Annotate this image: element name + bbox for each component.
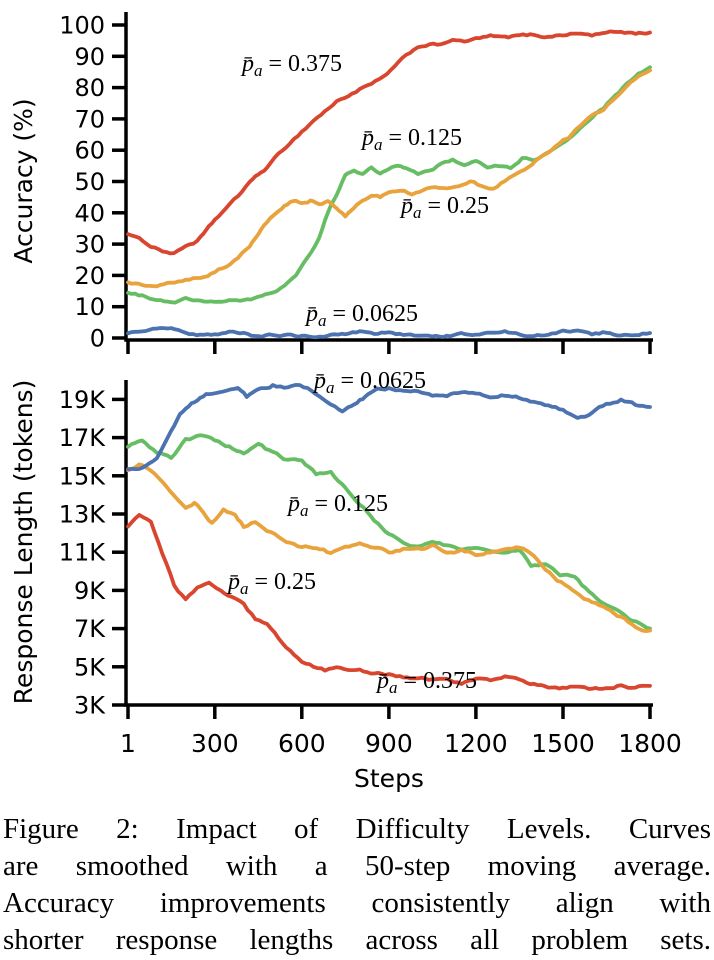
series-label-pa-0375: $p̄_a = 0.375$ bbox=[376, 668, 478, 697]
y-tick-label: 100 bbox=[59, 11, 105, 40]
accuracy-series-labels bbox=[240, 51, 489, 330]
x-tick-label: 1 bbox=[120, 729, 136, 758]
y-tick-label: 15K bbox=[58, 462, 105, 491]
response-length-chart bbox=[9, 368, 682, 793]
y-tick-label: 0 bbox=[89, 324, 105, 353]
y-tick-label: 90 bbox=[74, 42, 105, 71]
y-tick-label: 11K bbox=[58, 538, 105, 567]
series-label-pa-0125: $p̄_a = 0.125$ bbox=[361, 125, 463, 154]
series-label-pa-00625: $p̄_a = 0.0625$ bbox=[305, 301, 419, 330]
series-label-pa-0375: $p̄_a = 0.375$ bbox=[241, 51, 343, 80]
series-label-pa-025: $p̄_a = 0.25$ bbox=[227, 569, 317, 598]
y-tick-label: 5K bbox=[73, 653, 105, 682]
x-tick-label: 300 bbox=[190, 729, 239, 758]
x-tick-label: 1200 bbox=[444, 729, 508, 758]
y-tick-label: 7K bbox=[73, 615, 105, 644]
caption-line-2: are smoothed with a 50-step moving average. bbox=[3, 850, 711, 882]
y-tick-label: 19K bbox=[58, 385, 105, 414]
accuracy-axes-spine bbox=[126, 12, 653, 340]
y-tick-label: 3K bbox=[73, 691, 105, 720]
curve-pa-00625 bbox=[128, 328, 650, 337]
y-tick-label: 9K bbox=[73, 576, 105, 605]
caption-line-1: Figure 2: Impact of Difficulty Levels. Curves bbox=[3, 813, 711, 845]
response-length-series-labels bbox=[226, 368, 477, 697]
y-tick-label: 20 bbox=[74, 261, 105, 290]
x-tick-label: 900 bbox=[365, 729, 413, 758]
y-tick-label: 60 bbox=[74, 136, 105, 165]
y-tick-label: 10 bbox=[74, 293, 105, 322]
response-length-y-axis-title: Response Length (tokens) bbox=[9, 379, 38, 705]
accuracy-chart bbox=[9, 12, 653, 355]
figure-caption bbox=[0, 811, 714, 959]
y-tick-label: 70 bbox=[74, 105, 105, 134]
accuracy-y-axis-title: Accuracy (%) bbox=[9, 98, 38, 264]
caption-line-4: shorter response lengths across all problem sets. bbox=[3, 924, 711, 956]
caption-line-3: Accuracy improvements consistently align with bbox=[3, 887, 711, 919]
y-tick-label: 80 bbox=[74, 74, 105, 103]
response-length-ticks bbox=[59, 386, 682, 758]
series-label-pa-025: $p̄_a = 0.25$ bbox=[400, 193, 490, 222]
curve-pa-00625 bbox=[128, 385, 650, 469]
y-tick-label: 50 bbox=[74, 168, 105, 196]
curve-pa-0375 bbox=[128, 515, 650, 689]
y-tick-label: 30 bbox=[74, 230, 105, 259]
series-label-pa-0125: $p̄_a = 0.125$ bbox=[287, 491, 389, 520]
series-label-pa-00625: $p̄_a = 0.0625$ bbox=[313, 368, 427, 397]
accuracy-curves bbox=[128, 31, 650, 337]
curve-pa-0125 bbox=[128, 435, 650, 628]
curve-pa-025 bbox=[128, 464, 650, 631]
y-tick-label: 17K bbox=[58, 424, 105, 453]
curve-pa-025 bbox=[128, 70, 650, 286]
response-length-axes-spine bbox=[126, 380, 653, 705]
x-tick-label: 1500 bbox=[531, 729, 595, 758]
y-tick-label: 40 bbox=[74, 199, 105, 228]
x-tick-label: 1800 bbox=[618, 729, 682, 758]
y-tick-label: 13K bbox=[58, 500, 105, 529]
response-length-curves bbox=[128, 385, 650, 689]
curve-pa-0125 bbox=[128, 67, 650, 302]
x-axis-title-steps: Steps bbox=[354, 764, 424, 793]
x-tick-label: 600 bbox=[277, 729, 326, 758]
